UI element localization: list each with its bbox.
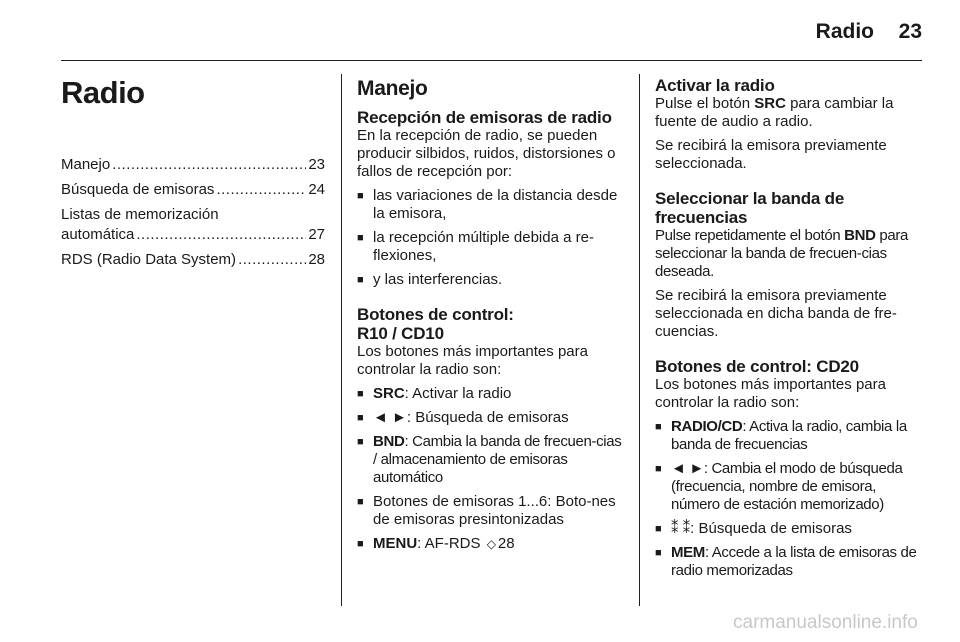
paragraph-banda: Pulse repetidamente el botón BND para seleccionar la banda de frecuen-cias deseada. [655, 227, 909, 280]
toc-entry-rds[interactable]: RDS (Radio Data System) ..... 28 [61, 250, 325, 270]
page-number: 23 [898, 20, 922, 43]
running-header-section: Radio [815, 20, 874, 43]
paragraph-emisora-previa: Se recibirá la emisora previamente seleccionada. [655, 137, 887, 172]
chapter-title: Radio [61, 75, 145, 110]
list-item: ■ la recepción múltiple debida a re-flexiones, [357, 229, 623, 265]
list-item: ■ MEM: Accede a la lista de emisoras de radio memorizadas [655, 544, 925, 580]
subheading-botones-r10: Botones de control: R10 / CD10 [357, 305, 514, 343]
controls-list-r10 [357, 385, 623, 553]
manejo-column [357, 76, 623, 559]
seek-arrows-icon: ◄ ► [373, 409, 407, 426]
column-divider-2 [639, 74, 640, 606]
list-item: ■ las variaciones de la distancia desde la emisora, [357, 187, 623, 223]
list-item: ■ y las interferencias. [357, 271, 623, 289]
subheading-activar: Activar la radio [655, 76, 775, 95]
toc-entry-listas[interactable]: Listas de memorización automática ..... 27 [61, 205, 325, 245]
seek-arrows-icon: ◄ ► [671, 460, 704, 477]
header-rule [61, 60, 922, 61]
subheading-botones-cd20: Botones de control: CD20 [655, 357, 859, 376]
list-item: ■ Botones de emisoras 1...6: Boto-nes de emisoras presintonizadas [357, 493, 623, 529]
list-item: ■ RADIO/CD: Activa la radio, cambia la banda de frecuencias [655, 418, 925, 454]
list-item: ■ SRC: Activar la radio [357, 385, 623, 403]
paragraph-activar: Pulse el botón SRC para cambiar la fuente de audio a radio. [655, 95, 894, 130]
subheading-recepcion: Recepción de emisoras de radio [357, 108, 612, 127]
list-item: ■ BND: Cambia la banda de frecuen-cias / almacenamiento de emisoras automático [357, 433, 623, 487]
reception-causes-list [357, 187, 623, 289]
paragraph-botones: Los botones más importantes para controlar la radio son: [357, 343, 588, 378]
list-item: ■ ⁑ ⁑: Búsqueda de emisoras [655, 520, 925, 538]
chapter-toc [61, 155, 325, 270]
list-item: ■ ◄ ►: Búsqueda de emisoras [357, 409, 623, 427]
column-divider-1 [341, 74, 342, 606]
activar-column [655, 76, 925, 586]
page-reference-icon: ◇ [486, 537, 496, 551]
toc-entry-busqueda[interactable]: Búsqueda de emisoras ..... 24 [61, 180, 325, 200]
controls-list-cd20 [655, 418, 925, 580]
paragraph-botones-cd20: Los botones más importantes para controlar la radio son: [655, 376, 886, 411]
section-heading-manejo: Manejo [357, 77, 428, 100]
toc-column [61, 76, 325, 275]
paragraph-emisora-banda: Se recibirá la emisora previamente seleccionada en dicha banda de fre-cuencias. [655, 287, 897, 340]
list-item: ■ MENU: AF-RDS ◇ 28 [357, 535, 623, 553]
subheading-banda: Seleccionar la banda de frecuencias [655, 189, 845, 227]
tune-arrows-icon: ⁑ ⁑ [671, 520, 691, 537]
paragraph-recepcion: En la recepción de radio, se pueden producir silbidos, ruidos, distorsiones o fallos de recepción por: [357, 127, 616, 180]
watermark: carmanualsonline.info [733, 612, 918, 633]
list-item: ■ ◄ ►: Cambia el modo de búsqueda (frecuencia, nombre de emisora, número de estación memorizado) [655, 460, 925, 514]
toc-entry-manejo[interactable]: Manejo ..... 23 [61, 155, 325, 175]
